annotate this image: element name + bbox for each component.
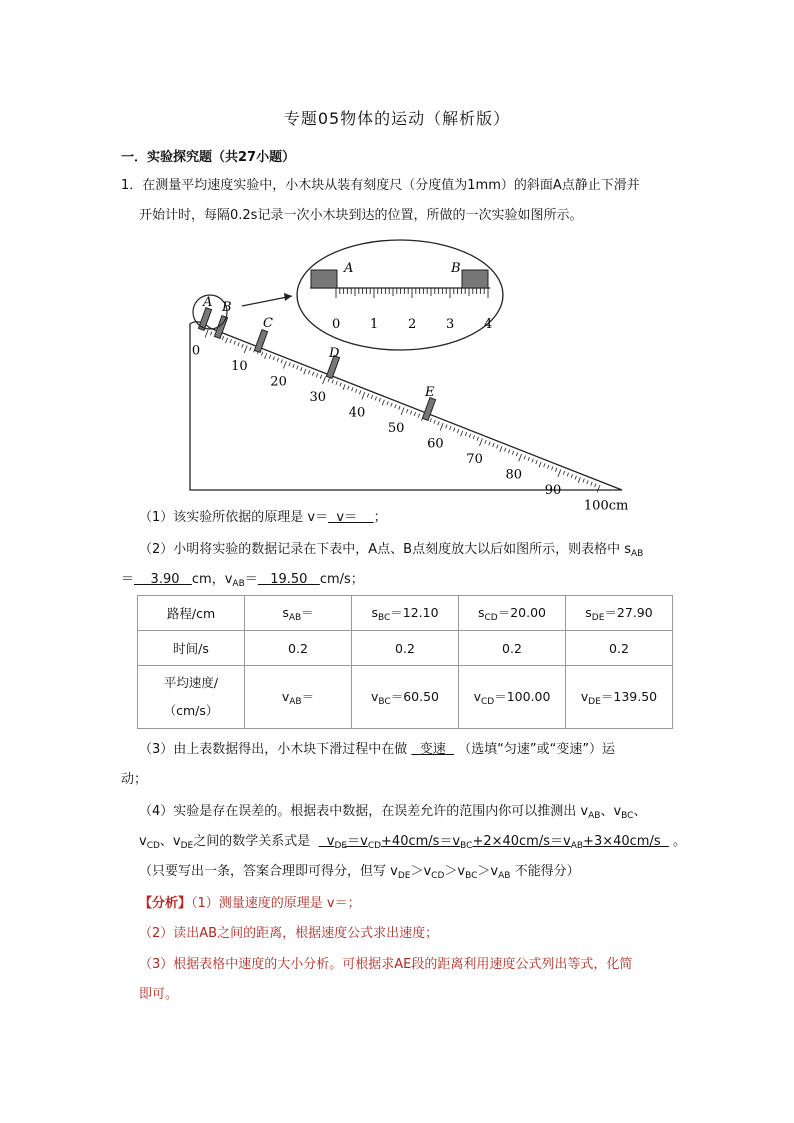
- q3-prefix: （3）由上表数据得出，小木块下滑过程中在做: [139, 742, 408, 757]
- incline-tick: [551, 466, 552, 470]
- incline-tick: [595, 483, 596, 487]
- zoom-tick-label: 1: [370, 317, 379, 332]
- incline-tick-label: 100cm: [583, 498, 629, 514]
- table-cell: 0.2: [352, 631, 459, 666]
- incline-tick-label: 10: [231, 358, 248, 374]
- q2-line-2: ＝ 3.90 cm，$v_{AB}=$ 19.50 cm/s；: [121, 572, 364, 589]
- incline-tick-label: 70: [466, 451, 483, 467]
- incline-tick: [297, 366, 298, 370]
- incline-tick-label: 60: [427, 436, 444, 452]
- incline-tick: [512, 451, 513, 455]
- incline-tick: [399, 406, 400, 410]
- incline-tick: [375, 397, 376, 401]
- table-cell: $v_{DE}=139.50$: [566, 666, 673, 729]
- incline-tick: [597, 485, 600, 492]
- analysis-line-1: [139, 894, 361, 914]
- incline-tick-label: 90: [544, 482, 562, 498]
- incline-tick: [352, 387, 353, 391]
- q4-line-2: $v_{CD}$、$v_{DE}$之间的数学关系式是 $v_{DE}=v_{CD}+40cm/s=v_{BC}+2\times 40cm/s=v_{AB}+3\times 40cm/s$ 。: [139, 834, 687, 851]
- incline-tick: [273, 356, 274, 360]
- incline-tick: [440, 423, 443, 430]
- q3-suffix: （选填“匀速”或“变速”）运: [458, 742, 616, 757]
- incline-tick: [308, 370, 309, 374]
- incline-tick: [450, 426, 451, 430]
- table-cell: 0.2: [245, 631, 352, 666]
- incline-tick: [500, 446, 502, 452]
- q1-prefix: （1）该实验所依据的原理是 v＝: [139, 510, 329, 525]
- incline-tick: [222, 336, 223, 340]
- q2-text: （2）小明将实验的数据记录在下表中，A点、B点刻度放大以后如图所示，则表格中 s: [139, 542, 631, 557]
- q4-answer: $v_{DE}=v_{CD}+40cm/s=v_{BC}+2\times 40cm/s=v_{AB}+3\times 40cm/s$: [318, 834, 669, 851]
- incline-tick: [283, 361, 286, 368]
- table-cell: 平均速度/ （cm/s）: [138, 666, 245, 729]
- incline-tick: [210, 332, 211, 336]
- incline-tick: [504, 448, 505, 452]
- q2-line-1: [139, 540, 643, 564]
- q4-line-3: （只要写出一条，答案合理即可得分，但写 $v_{DE}>v_{CD}>v_{BC}>v_{AB}$ 不能得分）: [139, 864, 580, 881]
- zoom-tick-label: 0: [332, 317, 341, 332]
- label-b: B: [222, 300, 232, 315]
- label-e: E: [425, 385, 435, 400]
- incline-tick: [528, 457, 529, 461]
- table-row: [138, 631, 673, 666]
- q2-unit-cm: cm，v: [191, 572, 233, 587]
- incline-tick: [301, 367, 302, 371]
- incline-tick: [395, 404, 396, 408]
- q4-line-1: （4）实验是存在误差的。根据表中数据，在误差允许的范围内你可以推测出 $v_{AB}$、$v_{BC}$、: [139, 804, 647, 821]
- incline-tick: [563, 471, 564, 475]
- incline-tick: [238, 342, 239, 346]
- incline-tick: [401, 408, 404, 415]
- section-heading: 一．实验探究题（共27小题）: [121, 150, 296, 165]
- incline-tick: [446, 425, 447, 429]
- incline-tick: [508, 449, 509, 453]
- incline-tick: [469, 434, 470, 438]
- q2-sub: AB: [631, 549, 644, 559]
- vab-answer-text: 19.50: [270, 572, 308, 587]
- incline-tick: [489, 442, 490, 446]
- incline-tick-label: 30: [309, 389, 327, 405]
- incline-tick-label: 20: [270, 374, 287, 390]
- incline-tick: [265, 353, 267, 359]
- table-cell: $s_{CD}=20.00$: [459, 596, 566, 631]
- label-c: C: [263, 316, 273, 331]
- question-line-1: 1．在测量平均速度实验中，小木块从装有刻度尺（分度值为1mm）的斜面A点静止下滑并: [121, 178, 640, 193]
- incline-tick: [406, 409, 407, 413]
- zoom-tick-label: 3: [446, 317, 455, 332]
- q1-suffix: ；: [373, 510, 387, 525]
- q2-eq: ＝: [121, 572, 135, 587]
- incline-tick: [457, 429, 458, 433]
- incline-tick: [430, 418, 431, 422]
- table-row: [138, 666, 673, 729]
- analysis-line-4: 即可。: [139, 987, 179, 1002]
- zoom-tick-label: 4: [484, 317, 493, 332]
- incline-tick: [438, 421, 439, 425]
- incline-tick: [461, 431, 463, 437]
- incline-tick: [332, 380, 333, 384]
- incline-tick-label: 0: [191, 343, 201, 359]
- incline-tick: [242, 344, 243, 348]
- incline-tick: [382, 400, 384, 406]
- sab-answer-text: 3.90: [150, 572, 180, 587]
- incline-tick: [516, 452, 517, 456]
- incline-tick: [434, 420, 435, 424]
- incline-tick: [555, 468, 556, 472]
- incline-tick: [418, 414, 419, 418]
- incline-tick-label: 40: [348, 405, 366, 421]
- zoom-label-a: A: [344, 261, 354, 276]
- label-d: D: [329, 346, 340, 361]
- incline-tick: [583, 479, 584, 483]
- incline-tick: [567, 473, 568, 477]
- table-cell: $v_{CD}=100.00$: [459, 666, 566, 729]
- table-cell: 0.2: [566, 631, 673, 666]
- table-cell: 路程/cm: [138, 596, 245, 631]
- incline-tick: [362, 392, 365, 399]
- incline-tick-label: 50: [387, 420, 405, 436]
- incline-tick: [571, 474, 572, 478]
- incline-tick: [575, 476, 576, 480]
- table-cell: $v_{AB}=$: [245, 666, 352, 729]
- incline-tick: [532, 459, 533, 463]
- incline-tick: [348, 386, 349, 390]
- sab-answer: [134, 572, 192, 587]
- incline-tick: [328, 378, 329, 382]
- incline-tick: [485, 440, 486, 444]
- table-row: [138, 596, 673, 631]
- incline-tick: [544, 463, 545, 467]
- q2-vab-sub: AB: [232, 579, 245, 589]
- incline-tick: [261, 352, 262, 356]
- table-cell: $v_{BC}=60.50$: [352, 666, 459, 729]
- incline-tick: [497, 445, 498, 449]
- incline-tick: [304, 369, 306, 375]
- analysis-line-2: （2）读出AB之间的距离，根据速度公式求出速度；: [139, 926, 439, 941]
- incline-tick: [371, 395, 372, 399]
- label-a: A: [203, 295, 213, 310]
- incline-tick: [477, 437, 478, 441]
- incline-tick: [473, 435, 474, 439]
- q3-line-1: [139, 740, 615, 760]
- incline-tick: [234, 341, 235, 345]
- table-cell: 时间/s: [138, 631, 245, 666]
- incline-tick: [250, 347, 251, 351]
- incline-tick: [320, 375, 321, 379]
- q4-suffix: 。: [673, 834, 687, 849]
- incline-tick: [387, 401, 388, 405]
- zoom-tick-label: 2: [408, 317, 417, 332]
- incline-tick: [578, 477, 580, 483]
- incline-tick: [316, 373, 317, 377]
- incline-tick: [323, 377, 326, 384]
- incline-tick: [336, 381, 337, 385]
- zoom-block-b: [462, 270, 488, 288]
- q1-answer: [328, 510, 374, 525]
- incline-tick: [524, 456, 525, 460]
- q2-unit-cms: cm/s；: [319, 572, 364, 587]
- incline-tick: [225, 338, 227, 344]
- table-cell: $s_{DE}=27.90$: [566, 596, 673, 631]
- incline-figure: [180, 238, 630, 514]
- incline-tick: [493, 443, 494, 447]
- incline-tick: [277, 358, 278, 362]
- incline-tick: [205, 330, 208, 337]
- q3-answer-text: 变速: [419, 742, 446, 757]
- incline-tick: [519, 454, 522, 461]
- incline-tick: [379, 398, 380, 402]
- incline-tick: [281, 359, 282, 363]
- page-title: 专题05物体的运动（解析版）: [283, 109, 511, 128]
- incline-tick: [293, 364, 294, 368]
- incline-tick: [479, 439, 482, 446]
- block-e: [422, 398, 435, 421]
- incline-tick: [558, 470, 561, 477]
- q3-line-2: 动；: [121, 772, 148, 787]
- incline-tick: [343, 384, 345, 390]
- incline-tick: [289, 363, 290, 367]
- incline-tick: [312, 372, 313, 376]
- incline-tick: [536, 460, 537, 464]
- incline-tick: [391, 403, 392, 407]
- incline-tick: [244, 346, 247, 353]
- analysis-line-3: （3）根据表格中速度的大小分析。可根据求AE段的距离利用速度公式列出等式，化简: [139, 957, 633, 972]
- q1-line: [139, 508, 387, 528]
- vab-answer: [258, 572, 320, 587]
- q3-answer: [411, 742, 454, 757]
- incline-tick: [587, 480, 588, 484]
- incline-tick: [230, 339, 231, 343]
- incline-tick: [548, 465, 549, 469]
- incline-tick: [269, 355, 270, 359]
- incline-tick: [414, 412, 415, 416]
- incline-tick-label: 80: [505, 467, 523, 483]
- table-cell: $s_{AB}=$: [245, 596, 352, 631]
- incline-tick: [539, 462, 541, 468]
- incline-tick: [465, 432, 466, 436]
- incline-tick: [410, 411, 411, 415]
- incline-tick: [453, 428, 454, 432]
- analysis-tag: 【分析】: [139, 896, 192, 911]
- incline-tick: [359, 390, 360, 394]
- incline-tick: [355, 389, 356, 393]
- incline-tick: [367, 394, 368, 398]
- data-table: [137, 595, 673, 729]
- zoom-block-a: [311, 270, 337, 288]
- incline-tick: [591, 482, 592, 486]
- incline-tick: [340, 383, 341, 387]
- question-line-2: 开始计时，每隔0.2s记录一次小木块到达的位置，所做的一次实验如图所示。: [139, 208, 583, 223]
- table-cell: 0.2: [459, 631, 566, 666]
- block-c: [254, 330, 267, 353]
- analysis-text-1: （1）测量速度的原理是 v＝；: [191, 896, 361, 911]
- table-cell: $s_{BC}=12.10$: [352, 596, 459, 631]
- zoom-label-b: B: [451, 261, 461, 276]
- q1-answer-text: v＝: [336, 510, 358, 525]
